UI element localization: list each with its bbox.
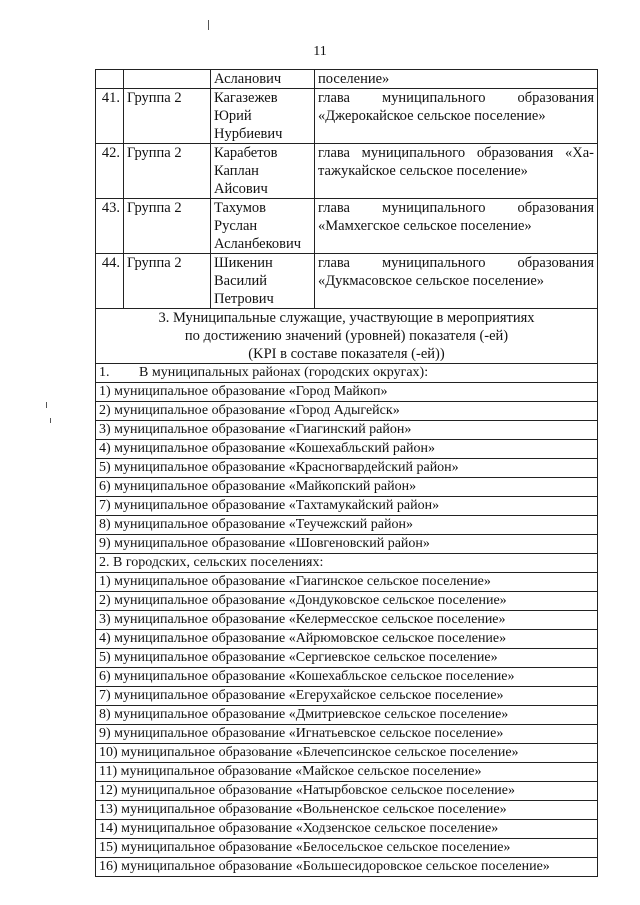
name-line: Кагазежев — [214, 90, 278, 106]
position-line: «Джерокайское сельское поселение» — [318, 108, 546, 124]
name-line: Тахумов — [214, 200, 266, 216]
name-line: Шикенин — [214, 255, 273, 271]
scan-mark-left-2 — [50, 418, 51, 423]
list-item — [96, 725, 598, 744]
position-line: глава муниципального образования — [318, 200, 594, 216]
list-item-text: 11) муниципальное образование «Майское сельское поселение» — [96, 763, 598, 782]
list-item — [96, 497, 598, 516]
list-item — [96, 402, 598, 421]
list-item-text: 2) муниципальное образование «Город Адыгейск» — [96, 402, 598, 421]
list-item-text: 3) муниципальное образование «Келермесское сельское поселение» — [96, 611, 598, 630]
subsection-row — [96, 364, 598, 383]
table-row — [96, 70, 598, 89]
table-body — [96, 70, 598, 877]
page-number: 11 — [313, 44, 327, 59]
list-item-text: 1) муниципальное образование «Гиагинское сельское поселение» — [96, 573, 598, 592]
list-item — [96, 649, 598, 668]
list-item — [96, 383, 598, 402]
table-row — [96, 199, 598, 254]
list-item-text: 7) муниципальное образование «Тахтамукайский район» — [96, 497, 598, 516]
row-name — [211, 89, 315, 144]
position-line: глава муниципального образования — [318, 255, 594, 271]
row-name — [211, 144, 315, 199]
list-item-text: 8) муниципальное образование «Дмитриевское сельское поселение» — [96, 706, 598, 725]
name-line: Асланбекович — [214, 236, 302, 252]
list-item — [96, 706, 598, 725]
list-item — [96, 535, 598, 554]
row-group: Группа 2 — [124, 199, 211, 254]
row-position — [315, 144, 598, 199]
list-item-text: 2) муниципальное образование «Дондуковское сельское поселение» — [96, 592, 598, 611]
subsection-number: 1. — [99, 365, 110, 380]
row-number: 43. — [96, 199, 124, 254]
row-position — [315, 254, 598, 309]
list-item — [96, 820, 598, 839]
row-number: 42. — [96, 144, 124, 199]
list-item — [96, 744, 598, 763]
section-heading-row — [96, 309, 598, 364]
list-item-text: 12) муниципальное образование «Натырбовское сельское поселение» — [96, 782, 598, 801]
list-item-text: 8) муниципальное образование «Теучежский район» — [96, 516, 598, 535]
list-item-text: 5) муниципальное образование «Красногвардейский район» — [96, 459, 598, 478]
position-line: глава муниципального образования «Ха- — [318, 145, 594, 161]
list-item — [96, 630, 598, 649]
row-number: 41. — [96, 89, 124, 144]
name-line: Асланович — [214, 71, 282, 87]
list-item-text: 7) муниципальное образование «Егерухайское сельское поселение» — [96, 687, 598, 706]
heading-line: по достижению значений (уровней) показателя (-ей) — [184, 328, 509, 344]
list-item — [96, 687, 598, 706]
list-item-text: 6) муниципальное образование «Майкопский район» — [96, 478, 598, 497]
list-item-text: 10) муниципальное образование «Блечепсинское сельское поселение» — [96, 744, 598, 763]
row-position — [315, 89, 598, 144]
row-group: Группа 2 — [124, 89, 211, 144]
list-item — [96, 459, 598, 478]
heading-line: 3. Муниципальные служащие, участвующие в мероприятиях — [158, 310, 535, 326]
list-item-text: 6) муниципальное образование «Кошехабльское сельское поселение» — [96, 668, 598, 687]
list-item — [96, 592, 598, 611]
scan-mark-top — [208, 20, 209, 30]
subsection-title: 2. В городских, сельских поселениях: — [96, 554, 598, 573]
name-line: Карабетов — [214, 145, 278, 161]
row-name — [211, 254, 315, 309]
list-item-text: 1) муниципальное образование «Город Майкоп» — [96, 383, 598, 402]
list-item-text: 16) муниципальное образование «Большесидоровское сельское поселение» — [96, 858, 598, 877]
list-item-text: 14) муниципальное образование «Ходзенское сельское поселение» — [96, 820, 598, 839]
list-item — [96, 763, 598, 782]
list-item-text: 4) муниципальное образование «Кошехабльский район» — [96, 440, 598, 459]
position-line: «Мамхегское сельское поселение» — [318, 218, 532, 234]
list-item — [96, 858, 598, 877]
position-line: поселение» — [318, 71, 390, 87]
list-item — [96, 421, 598, 440]
name-line: Юрий — [214, 108, 252, 124]
row-group — [124, 70, 211, 89]
name-line: Петрович — [214, 291, 274, 307]
row-number: 44. — [96, 254, 124, 309]
participants-table — [95, 69, 598, 877]
scan-mark-left — [46, 402, 47, 408]
row-group: Группа 2 — [124, 254, 211, 309]
list-item-text: 13) муниципальное образование «Вольненское сельское поселение» — [96, 801, 598, 820]
list-item — [96, 801, 598, 820]
section-heading — [96, 309, 598, 364]
table-row — [96, 89, 598, 144]
row-name — [211, 70, 315, 89]
list-item-text: 4) муниципальное образование «Айрюмовское сельское поселение» — [96, 630, 598, 649]
list-item — [96, 440, 598, 459]
row-position — [315, 70, 598, 89]
list-item — [96, 478, 598, 497]
name-line: Руслан — [214, 218, 258, 234]
subsection-title — [96, 364, 598, 383]
row-position — [315, 199, 598, 254]
list-item — [96, 573, 598, 592]
list-item-text: 15) муниципальное образование «Белосельское сельское поселение» — [96, 839, 598, 858]
heading-line: (KPI в составе показателя (-ей)) — [248, 346, 445, 362]
name-line: Каплан — [214, 163, 259, 179]
list-item-text: 9) муниципальное образование «Игнатьевское сельское поселение» — [96, 725, 598, 744]
table-row — [96, 254, 598, 309]
name-line: Айсович — [214, 181, 268, 197]
subsection-row — [96, 554, 598, 573]
list-item — [96, 611, 598, 630]
list-item — [96, 668, 598, 687]
list-item — [96, 782, 598, 801]
position-line: тажукайское сельское поселение» — [318, 163, 528, 179]
table-row — [96, 144, 598, 199]
row-number — [96, 70, 124, 89]
list-item — [96, 516, 598, 535]
list-item-text: 5) муниципальное образование «Сергиевское сельское поселение» — [96, 649, 598, 668]
position-line: «Дукмасовское сельское поселение» — [318, 273, 545, 289]
list-item-text: 9) муниципальное образование «Шовгеновский район» — [96, 535, 598, 554]
list-item-text: 3) муниципальное образование «Гиагинский район» — [96, 421, 598, 440]
subsection-text: В муниципальных районах (городских округах): — [139, 365, 429, 380]
row-name — [211, 199, 315, 254]
row-group: Группа 2 — [124, 144, 211, 199]
list-item — [96, 839, 598, 858]
position-line: глава муниципального образования — [318, 90, 594, 106]
name-line: Василий — [214, 273, 268, 289]
name-line: Нурбиевич — [214, 126, 283, 142]
